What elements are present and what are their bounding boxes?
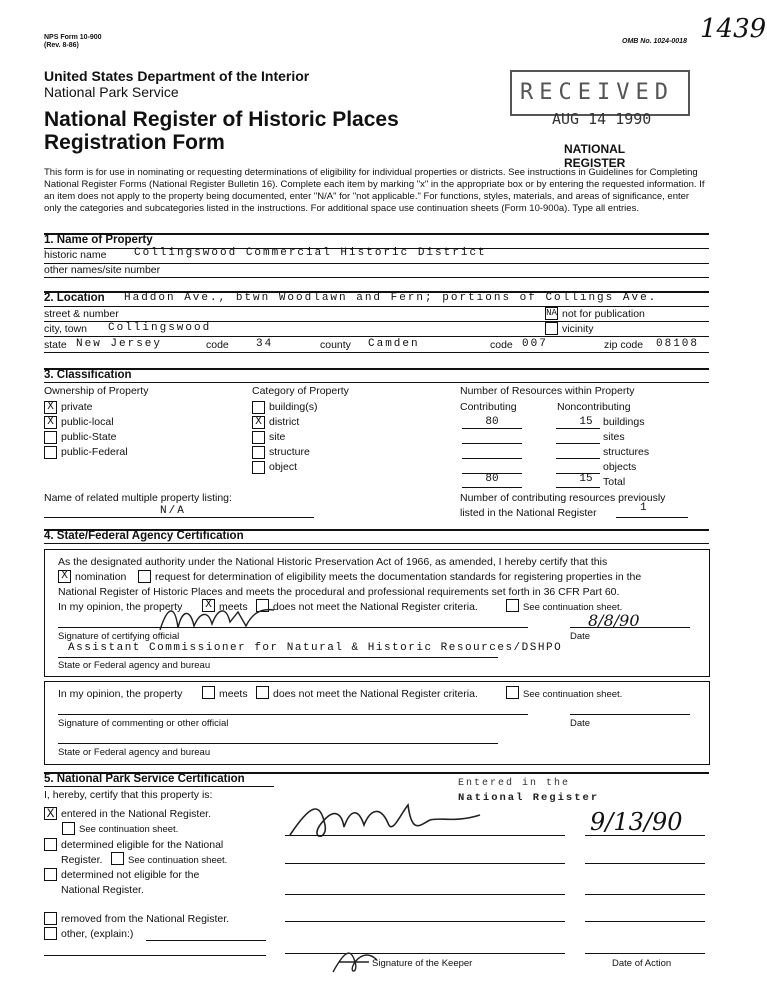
category-district-checkbox[interactable]: X [252, 416, 265, 429]
certifying-date-value[interactable]: 8/8/90 [588, 611, 640, 630]
city-label: city, town [44, 323, 87, 335]
resources-header: Number of Resources within Property [460, 385, 635, 397]
determined-eligible-checkbox[interactable] [44, 838, 57, 851]
entered-stamp-line-2: National Register [458, 792, 600, 804]
meets-checkbox-1[interactable]: X [202, 599, 215, 612]
vicinity-checkbox[interactable] [545, 322, 558, 335]
entered-stamp-line-1: Entered in the [458, 778, 571, 789]
ownership-private-checkbox[interactable]: X [44, 401, 57, 414]
not-for-publication-label: not for publication [562, 308, 645, 320]
ownership-public-local-label: public-local [61, 416, 114, 428]
department-name: United States Department of the Interior [44, 68, 310, 84]
row-label-buildings: buildings [603, 416, 645, 428]
row-label-total: Total [603, 476, 626, 488]
category-object-checkbox[interactable] [252, 461, 265, 474]
determined-eligible-label-2: Register. [61, 854, 103, 866]
cert-paragraph-3: National Register of Historic Places and meets the procedural and professional requirements set forth in 36 CFR Part 60. [58, 586, 620, 598]
cert-paragraph-1: As the designated authority under the National Historic Preservation Act of 1966, as amended, I hereby certify that this [58, 556, 608, 568]
state-code-label: code [206, 339, 229, 351]
street-label: street & number [44, 308, 119, 320]
ownership-public-local-checkbox[interactable]: X [44, 416, 57, 429]
category-structure-checkbox[interactable] [252, 446, 265, 459]
section-2-heading: 2. Location [44, 292, 105, 304]
related-listing-label: Name of related multiple property listing: [44, 492, 232, 504]
section-1-heading: 1. Name of Property [44, 234, 153, 246]
see-continuation-checkbox-2[interactable] [506, 686, 519, 699]
meets-label-2: meets [219, 688, 248, 700]
received-stamp-date: AUG 14 1990 [552, 110, 652, 128]
received-stamp-text: RECEIVED [520, 80, 674, 105]
vicinity-label: vicinity [562, 323, 594, 335]
row-label-structures: structures [603, 446, 650, 458]
see-continuation-checkbox-4[interactable] [111, 852, 124, 865]
category-building-label: building(s) [269, 401, 318, 413]
other-checkbox[interactable] [44, 927, 57, 940]
see-continuation-checkbox-3[interactable] [62, 822, 75, 835]
other-label: other, (explain:) [61, 928, 134, 940]
not-eligible-checkbox[interactable] [44, 868, 57, 881]
category-site-checkbox[interactable] [252, 431, 265, 444]
keeper-signature [280, 795, 500, 850]
category-district-label: district [269, 416, 300, 428]
ownership-public-federal-checkbox[interactable] [44, 446, 57, 459]
omb-number: OMB No. 1024-0018 [622, 38, 687, 45]
opinion-label-1: In my opinion, the property [58, 601, 183, 613]
category-header: Category of Property [252, 385, 349, 397]
see-continuation-label-2: See continuation sheet. [523, 689, 623, 700]
opinion-label-2: In my opinion, the property [58, 688, 183, 700]
previously-listed-label-2: listed in the National Register [460, 507, 597, 519]
other-names-label: other names/site number [44, 264, 161, 276]
nomination-label: nomination [75, 571, 127, 583]
see-continuation-checkbox-1[interactable] [506, 599, 519, 612]
certifying-signature-label: Signature of certifying official [58, 631, 180, 642]
contributing-header: Contributing [460, 401, 517, 413]
state-code-value[interactable]: 34 [256, 338, 274, 350]
commenting-signature-label: Signature of commenting or other official [58, 718, 229, 729]
not-meets-label-1: does not meet the National Register criteria. [273, 601, 478, 613]
date-of-action-value[interactable]: 9/13/90 [590, 808, 683, 836]
entered-label: entered in the National Register. [61, 808, 212, 820]
commenting-agency-label: State or Federal agency and bureau [58, 747, 211, 758]
historic-name-label: historic name [44, 249, 107, 261]
county-label: county [320, 339, 351, 351]
form-title-line1: National Register of Historic Places [44, 108, 399, 131]
service-name: National Park Service [44, 84, 179, 100]
certifying-agency-label: State or Federal agency and bureau [58, 660, 211, 671]
zip-label: zip code [604, 339, 644, 351]
state-value[interactable]: New Jersey [76, 338, 163, 350]
row-label-sites: sites [603, 431, 625, 443]
certify-label: I, hereby, certify that this property is: [44, 789, 213, 801]
request-label: request for determination of eligibility meets the documentation standards for registering properties in the [155, 571, 642, 583]
section-3-heading: 3. Classification [44, 369, 132, 381]
category-structure-label: structure [269, 446, 310, 458]
ownership-public-federal-label: public-Federal [61, 446, 128, 458]
zip-value[interactable]: 08108 [656, 338, 700, 350]
row-label-objects: objects [603, 461, 637, 473]
determined-eligible-label-1: determined eligible for the National [61, 839, 224, 851]
see-continuation-label-1: See continuation sheet. [523, 602, 623, 613]
contrib-buildings[interactable]: 80 [485, 416, 499, 428]
stamp-register: REGISTER [564, 156, 626, 170]
see-continuation-label-3: See continuation sheet. [79, 824, 179, 835]
not-meets-label-2: does not meet the National Register criteria. [273, 688, 478, 700]
related-listing-value[interactable]: N/A [160, 505, 186, 517]
removed-label: removed from the National Register. [61, 913, 230, 925]
not-for-publication-checkbox[interactable]: NA [546, 308, 557, 318]
meets-label-1: meets [219, 601, 248, 613]
meets-checkbox-2[interactable] [202, 686, 215, 699]
category-object-label: object [269, 461, 298, 473]
previously-listed-value[interactable]: 1 [640, 502, 649, 514]
commenting-date-label: Date [570, 718, 591, 729]
instructions: This form is for use in nominating or requesting determinations of eligibility for individual properties or districts. See instructions in Guidelines for Completing National Register Forms (National Register Bulletin 16). Complete each item by marking "x" in the appropriate box or by entering the requested information. If an item does not apply to the property being documented, enter "N/A" for "not applicable." For functions, styles, materials, and areas of significance, enter only the categories and subcategories listed in the instructions. For additional space use continuation sheets (Form 10-900a). Type all entries. [44, 167, 705, 214]
keeper-signature-label: Signature of the Keeper [372, 958, 473, 969]
entered-checkbox[interactable]: X [44, 807, 57, 820]
form-title-line2: Registration Form [44, 131, 225, 154]
state-label: state [44, 339, 67, 351]
not-eligible-label-2: National Register. [61, 884, 144, 896]
certifying-agency-value[interactable]: Assistant Commissioner for Natural & Historic Resources/DSHPO [68, 642, 563, 654]
category-site-label: site [269, 431, 286, 443]
request-checkbox[interactable] [138, 570, 151, 583]
ownership-public-state-checkbox[interactable] [44, 431, 57, 444]
certifying-date-label: Date [570, 631, 591, 642]
city-value[interactable]: Collingswood [108, 322, 212, 334]
county-code-label: code [490, 339, 513, 351]
ownership-header: Ownership of Property [44, 385, 149, 397]
noncontrib-total[interactable]: 15 [579, 473, 593, 485]
historic-name-value[interactable]: Collingswood Commercial Historic District [134, 247, 487, 259]
not-meets-checkbox-2[interactable] [256, 686, 269, 699]
location-value[interactable]: Haddon Ave., btwn Woodlawn and Fern; portions of Collings Ave. [124, 292, 658, 304]
nomination-checkbox[interactable]: X [58, 570, 71, 583]
contrib-total[interactable]: 80 [485, 473, 499, 485]
previously-listed-label-1: Number of contributing resources previously [460, 492, 666, 504]
see-continuation-label-4: See continuation sheet. [128, 855, 228, 866]
not-eligible-label-1: determined not eligible for the [61, 869, 200, 881]
ownership-public-state-label: public-State [61, 431, 117, 443]
handwritten-number: 1439 [700, 14, 767, 44]
county-value[interactable]: Camden [368, 338, 420, 350]
form-revision: (Rev. 8-86) [44, 42, 79, 49]
form-number: NPS Form 10-900 [44, 34, 102, 41]
section-4-heading: 4. State/Federal Agency Certification [44, 530, 244, 542]
category-building-checkbox[interactable] [252, 401, 265, 414]
stamp-national: NATIONAL [564, 142, 626, 156]
ownership-private-label: private [61, 401, 93, 413]
county-code-value[interactable]: 007 [522, 338, 548, 350]
removed-checkbox[interactable] [44, 912, 57, 925]
noncontributing-header: Noncontributing [557, 401, 631, 413]
date-of-action-label: Date of Action [612, 958, 672, 969]
section-5-heading: 5. National Park Service Certification [44, 773, 245, 785]
noncontrib-buildings[interactable]: 15 [579, 416, 593, 428]
